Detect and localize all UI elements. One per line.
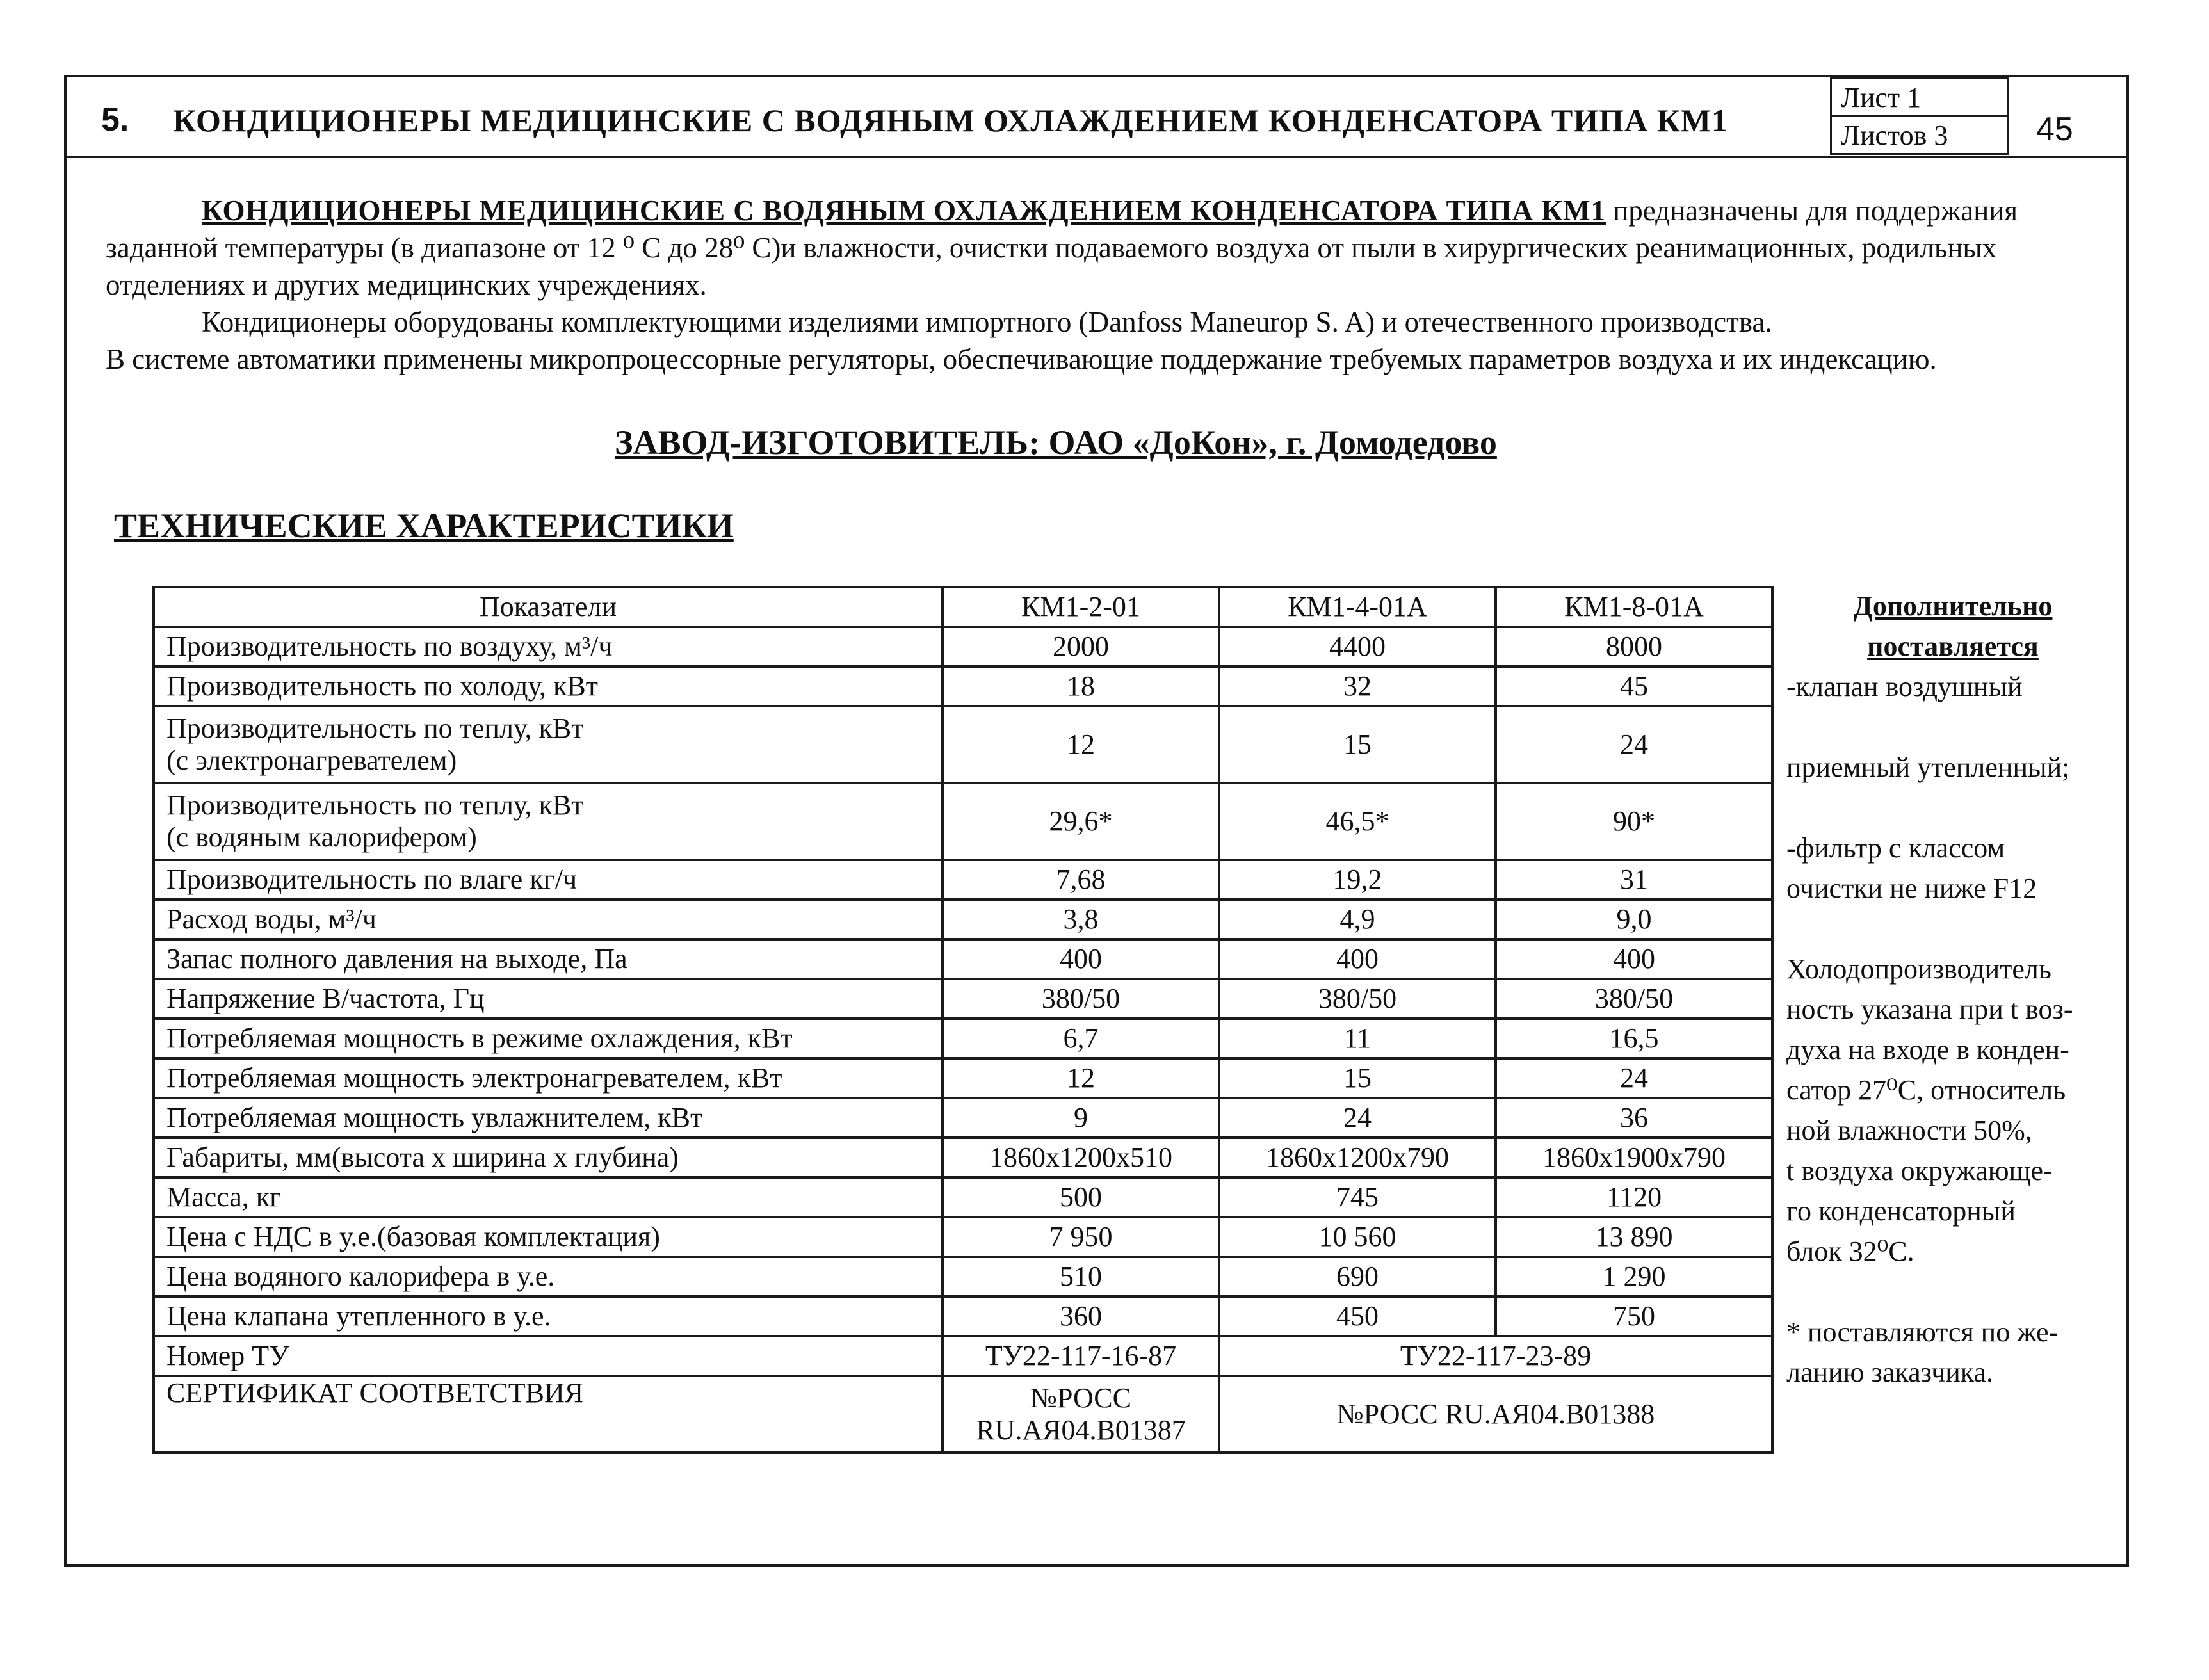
side-note-line: очистки не ниже F12 (1786, 873, 2037, 904)
table-cell: 12 (943, 706, 1219, 783)
table-cell: 46,5* (1219, 783, 1496, 860)
side-note-line: -фильтр с классом (1786, 832, 2005, 864)
table-cell: 1860х1900х790 (1496, 1138, 1772, 1177)
row-label-line: Потребляемая мощность в режиме охлаждения, кВт (166, 1022, 793, 1054)
side-note-line: t воздуха окружающе- (1786, 1155, 2053, 1186)
row-label-line: Цена с НДС в у.е.(базовая комплектация) (166, 1221, 660, 1252)
intro-paragraph-1 (106, 192, 2027, 303)
row-label-line: (с электронагревателем) (166, 745, 457, 776)
side-note-line (1786, 1272, 2119, 1312)
table-row (154, 979, 1772, 1019)
table-cell: 45 (1496, 666, 1772, 706)
table-cell: 29,6* (943, 783, 1219, 860)
table-cell: 18 (943, 666, 1219, 706)
table-cell: 1120 (1496, 1177, 1772, 1217)
side-heading-2: поставляется (1867, 631, 2039, 662)
table-cell: №РОСС RU.АЯ04.В01388 (1219, 1376, 1772, 1453)
row-label-line: Запас полного давления на выходе, Па (166, 943, 627, 974)
side-note-line (1786, 909, 2119, 949)
table-cell: 510 (943, 1257, 1219, 1296)
row-label: Номер ТУ (154, 1336, 943, 1376)
table-row (154, 860, 1772, 900)
intro-p1-rest: предназначены для поддержания заданной температуры (в диапазоне от 12 ⁰ С до 28⁰ С)и влажности, очистки подаваемого воздуха от пыли в хирургических реанимационных, родильных отделениях и других медицинских учреждениях. (106, 195, 2018, 301)
table-cell: 6,7 (943, 1019, 1219, 1058)
specs-table (152, 586, 1774, 1454)
row-label-line: Потребляемая мощность электронагревателем, кВт (166, 1062, 782, 1094)
row-label-line: Напряжение В/частота, Гц (166, 983, 485, 1014)
table-cell: 7 950 (943, 1217, 1219, 1257)
table-cell (943, 1376, 1219, 1453)
side-notes (1786, 586, 2119, 1393)
intro-paragraph-2: Кондиционеры оборудованы комплектующими изделиями импортного (Danfoss Maneurop S. A) и отечественного производства. (202, 306, 1772, 338)
table-cell: 750 (1496, 1296, 1772, 1336)
intro-lead: КОНДИЦИОНЕРЫ МЕДИЦИНСКИЕ С ВОДЯНЫМ ОХЛАЖДЕНИЕМ КОНДЕНСАТОРА ТИПА КМ1 (202, 195, 1606, 227)
table-cell: 19,2 (1219, 860, 1496, 900)
row-label-line: (с водяным калорифером) (166, 821, 477, 853)
table-cell: 4400 (1219, 627, 1496, 666)
table-cell: 1 290 (1496, 1257, 1772, 1296)
side-note-line: ланию заказчика. (1786, 1357, 1994, 1388)
table-cell: 10 560 (1219, 1217, 1496, 1257)
table-row (154, 900, 1772, 939)
table-cell: 32 (1219, 666, 1496, 706)
table-cell: 380/50 (1219, 979, 1496, 1019)
table-cell: 90* (1496, 783, 1772, 860)
table-cell: 24 (1496, 1058, 1772, 1098)
table-row (154, 1138, 1772, 1177)
table-cell: 8000 (1496, 627, 1772, 666)
table-row (154, 666, 1772, 706)
table-cell: 380/50 (943, 979, 1219, 1019)
column-header: КМ1-8-01А (1496, 587, 1772, 627)
side-note-line (1786, 707, 2119, 747)
side-lines (1786, 666, 2119, 1393)
table-cell: 1860х1200х510 (943, 1138, 1219, 1177)
section-number: 5. (101, 101, 129, 138)
row-label (154, 1217, 943, 1257)
table-cell: 3,8 (943, 900, 1219, 939)
side-heading-1: Дополнительно (1853, 590, 2053, 622)
table-cell: 4,9 (1219, 900, 1496, 939)
row-label-line: Цена клапана утепленного в у.е. (166, 1300, 551, 1332)
side-note-line: го конденсаторный (1786, 1195, 2016, 1227)
intro-text (106, 192, 2027, 378)
row-label-line: Производительность по воздуху, м³/ч (166, 631, 613, 662)
table-cell: 745 (1219, 1177, 1496, 1217)
row-label-line: Производительность по холоду, кВт (166, 670, 599, 702)
table-cell: 15 (1219, 706, 1496, 783)
table-cell: 400 (1496, 939, 1772, 979)
table-cell: 7,68 (943, 860, 1219, 900)
row-label-line: Расход воды, м³/ч (166, 903, 376, 935)
page-number: 45 (2036, 111, 2073, 148)
table-cell: 11 (1219, 1019, 1496, 1058)
table-cell: 24 (1219, 1098, 1496, 1138)
table-cell: 31 (1496, 860, 1772, 900)
table-cell: 13 890 (1496, 1217, 1772, 1257)
side-note-line: Холодопроизводитель (1786, 953, 2051, 985)
table-cell: ТУ22-117-16-87 (943, 1336, 1219, 1376)
table-cell: 9 (943, 1098, 1219, 1138)
table-row (154, 1296, 1772, 1336)
side-note-line: ность указана при t воз- (1786, 994, 2073, 1025)
cert-line: RU.АЯ04.В01387 (976, 1414, 1186, 1446)
row-label-line: Масса, кг (166, 1181, 282, 1213)
table-header-row (154, 587, 1772, 627)
row-label-line: Производительность по влаге кг/ч (166, 864, 578, 895)
side-note-line: сатор 27⁰С, относитель (1786, 1074, 2066, 1106)
table-row (154, 1177, 1772, 1217)
table-cell: 12 (943, 1058, 1219, 1098)
row-label (154, 666, 943, 706)
side-note-line: духа на входе в конден- (1786, 1034, 2069, 1065)
side-note-line (1786, 788, 2119, 828)
table-row (154, 1098, 1772, 1138)
row-label-line: Потребляемая мощность увлажнителем, кВт (166, 1102, 703, 1133)
row-label (154, 1296, 943, 1336)
row-label: СЕРТИФИКАТ СООТВЕТСТВИЯ (154, 1376, 943, 1453)
side-note-line: ной влажности 50%, (1786, 1115, 2032, 1146)
table-cell: 380/50 (1496, 979, 1772, 1019)
column-header: Показатели (154, 587, 943, 627)
table-row (154, 1257, 1772, 1296)
table-row (154, 783, 1772, 860)
side-note-line: приемный утепленный; (1786, 752, 2070, 783)
column-header: КМ1-2-01 (943, 587, 1219, 627)
row-label (154, 706, 943, 783)
table-row (154, 1019, 1772, 1058)
side-note-line: * поставляются по же- (1786, 1316, 2059, 1348)
row-label (154, 900, 943, 939)
table-cell: 16,5 (1496, 1019, 1772, 1058)
table-cell: 36 (1496, 1098, 1772, 1138)
row-label (154, 979, 943, 1019)
table-cell: ТУ22-117-23-89 (1219, 1336, 1772, 1376)
table-row-tu (154, 1336, 1772, 1376)
row-label (154, 783, 943, 860)
table-row-certificate (154, 1376, 1772, 1453)
table-cell: 24 (1496, 706, 1772, 783)
table-cell: 690 (1219, 1257, 1496, 1296)
row-label-line: Цена водяного калорифера в у.е. (166, 1261, 555, 1292)
table-row (154, 1217, 1772, 1257)
table-row (154, 706, 1772, 783)
row-label (154, 1257, 943, 1296)
table-cell: 400 (943, 939, 1219, 979)
cert-line: №РОСС (1030, 1382, 1131, 1414)
row-label (154, 1098, 943, 1138)
table-cell: 15 (1219, 1058, 1496, 1098)
table-cell: 2000 (943, 627, 1219, 666)
row-label (154, 860, 943, 900)
header-title: КОНДИЦИОНЕРЫ МЕДИЦИНСКИЕ С ВОДЯНЫМ ОХЛАЖДЕНИЕМ КОНДЕНСАТОРА ТИПА КМ1 (173, 102, 1729, 138)
table-row (154, 1058, 1772, 1098)
table-cell: 500 (943, 1177, 1219, 1217)
table-cell: 1860х1200х790 (1219, 1138, 1496, 1177)
intro-paragraph-3: В системе автоматики применены микропроцессорные регуляторы, обеспечивающие поддержание требуемых параметров воздуха и их индексацию. (106, 343, 1937, 375)
row-label (154, 939, 943, 979)
side-note-line: -клапан воздушный (1786, 671, 2023, 702)
tech-specs-heading: ТЕХНИЧЕСКИЕ ХАРАКТЕРИСТИКИ (114, 506, 734, 545)
column-header: КМ1-4-01А (1219, 587, 1496, 627)
row-label (154, 1138, 943, 1177)
sheet-label: Лист 1 (1830, 77, 2009, 117)
table-cell: 360 (943, 1296, 1219, 1336)
row-label-line: Производительность по теплу, кВт (166, 789, 584, 821)
side-note-line: блок 32⁰С. (1786, 1236, 1914, 1267)
table-cell: 450 (1219, 1296, 1496, 1336)
table-row (154, 627, 1772, 666)
row-label (154, 1058, 943, 1098)
row-label-line: Габариты, мм(высота х ширина х глубина) (166, 1142, 679, 1173)
table-row (154, 939, 1772, 979)
sheets-total-label: Листов 3 (1830, 115, 2009, 155)
row-label-line: Производительность по теплу, кВт (166, 713, 584, 744)
manufacturer-heading: ЗАВОД-ИЗГОТОВИТЕЛЬ: ОАО «ДоКон», г. Домодедово (615, 423, 1497, 462)
page-header (64, 75, 2129, 157)
row-label (154, 1177, 943, 1217)
row-label (154, 1019, 943, 1058)
table-cell: 9,0 (1496, 900, 1772, 939)
table-cell: 400 (1219, 939, 1496, 979)
row-label (154, 627, 943, 666)
